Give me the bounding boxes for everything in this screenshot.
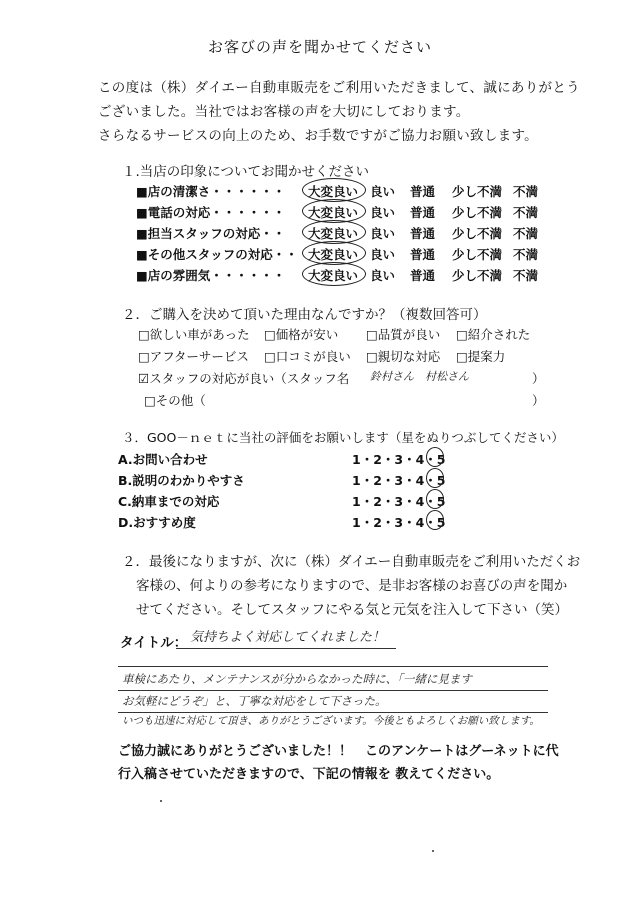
q1-option[interactable]: 普通: [410, 268, 436, 283]
q1-option[interactable]: 普通: [410, 205, 436, 220]
page-title: お客びの声を聞かせてください: [207, 38, 432, 56]
title-label: タイトル：: [120, 635, 188, 651]
q1-option[interactable]: 不満: [513, 226, 539, 241]
q1-option[interactable]: 良い: [370, 226, 396, 241]
q2-option-6[interactable]: □口コミが良い: [264, 349, 351, 364]
q1-option[interactable]: 少し不満: [452, 247, 503, 262]
q2-option-5[interactable]: □アフターサービス: [138, 349, 249, 364]
q2-staff-option[interactable]: ☑スタッフの対応が良い（スタッフ名: [138, 371, 350, 386]
q1-heading: １.当店の印象についてお聞かせください: [122, 164, 370, 180]
title-value: 気持ちよく対応してくれました！: [190, 630, 386, 645]
q1-option[interactable]: 良い: [370, 247, 396, 262]
q3-item-label: B.説明のわかりやすさ: [118, 473, 245, 488]
q1-option[interactable]: 良い: [370, 205, 396, 220]
selection-circle: [426, 489, 444, 509]
q1-option[interactable]: 不満: [513, 184, 539, 199]
q3-item-label: A.お問い合わせ: [118, 452, 208, 467]
q2-staff-close: ）: [532, 371, 545, 386]
q1-option[interactable]: 普通: [410, 184, 436, 199]
comment-text-3: いつも迅速に対応して頂き、ありがとうございます。今後ともよろしくお願い致します。: [122, 715, 540, 727]
selection-circle: [426, 510, 444, 530]
q1-row-label: ■店の清潔さ・・・・・・: [136, 184, 286, 199]
selection-circle: [426, 468, 444, 488]
q1-row-label: ■店の雰囲気・・・・・・: [136, 268, 286, 283]
scan-speck: [160, 800, 162, 802]
q1-row-label: ■電話の対応・・・・・・: [136, 205, 286, 220]
intro-line-2: ございました。当社ではお客様の声を大切にしております。: [98, 104, 470, 120]
q1-row-label: ■担当スタッフの対応・・: [136, 226, 286, 241]
q3-item-scale[interactable]: 1・2・3・4・5: [352, 494, 446, 509]
q1-option[interactable]: 大変良い: [308, 184, 359, 199]
q1-option[interactable]: 少し不満: [452, 205, 503, 220]
q2-option-3[interactable]: □品質が良い: [366, 327, 441, 342]
q4-line-3: せてください。そしてスタッフにやる気と元気を注入して下さい（笑）: [136, 602, 568, 618]
closing-line-2: 行入稿させていただきますので、下記の情報を 教えてください。: [118, 767, 500, 782]
q1-option[interactable]: 良い: [370, 268, 396, 283]
selection-circle: [426, 447, 444, 467]
q1-option[interactable]: 大変良い: [308, 205, 359, 220]
q1-option[interactable]: 大変良い: [308, 226, 359, 241]
q2-option-8[interactable]: □提案力: [456, 349, 506, 364]
q1-row-label: ■その他スタッフの対応・・: [136, 247, 298, 262]
intro-line-3: さらなるサービスの向上のため、お手数ですがご協力お願い致します。: [98, 128, 538, 144]
closing-line-1: ご協力誠にありがとうございました！！ このアンケートはグーネットに代: [118, 744, 559, 759]
q2-option-1[interactable]: □欲しい車があった: [138, 327, 250, 342]
comment-line-1: [118, 666, 548, 667]
q1-option[interactable]: 少し不満: [452, 226, 503, 241]
q1-option[interactable]: 大変良い: [308, 268, 359, 283]
q1-option[interactable]: 不満: [513, 205, 539, 220]
q1-option[interactable]: 良い: [370, 184, 396, 199]
comment-text-2: お気軽にどうぞ」と、丁寧な対応をして下さった。: [122, 694, 387, 708]
intro-line-1: この度は（株）ダイエー自動車販売をご利用いただきまして、誠にありがとう: [98, 80, 580, 96]
comment-text-1: 車検にあたり、メンテナンスが分からなかった時に、「一緒に見ます: [122, 672, 472, 686]
q1-option[interactable]: 少し不満: [452, 268, 503, 283]
q1-option[interactable]: 普通: [410, 247, 436, 262]
q4-line-2: 客様の、何よりの参考になりますので、是非お客様のお喜びの声を聞か: [136, 578, 568, 594]
q3-item-scale[interactable]: 1・2・3・4・5: [352, 515, 446, 530]
q3-item-scale[interactable]: 1・2・3・4・5: [352, 473, 446, 488]
q3-item-scale[interactable]: 1・2・3・4・5: [352, 452, 446, 467]
q2-staff-names: 鈴村さん 村松さん: [370, 370, 469, 383]
q1-option[interactable]: 不満: [513, 268, 539, 283]
scan-speck: [432, 850, 434, 852]
q1-option[interactable]: 不満: [513, 247, 539, 262]
q4-line-1: ２．最後になりますが、次に（株）ダイエー自動車販売をご利用いただくお: [122, 554, 581, 570]
q1-option[interactable]: 少し不満: [452, 184, 503, 199]
comment-line-2: [118, 690, 548, 691]
q1-option[interactable]: 大変良い: [308, 247, 359, 262]
q2-option-4[interactable]: □紹介された: [456, 327, 531, 342]
q2-other-option[interactable]: □その他（: [144, 393, 206, 408]
q2-option-7[interactable]: □親切な対応: [366, 349, 441, 364]
q3-item-label: D.おすすめ度: [118, 515, 196, 530]
q1-option[interactable]: 普通: [410, 226, 436, 241]
q3-heading: ３．GOO－ｎｅｔに当社の評価をお願いします（星をぬりつぶしてください）: [122, 430, 564, 445]
q2-heading: ２．ご購入を決めて頂いた理由なんですか？（複数回答可）: [122, 307, 487, 323]
q2-other-close: ）: [532, 393, 545, 408]
title-underline: [176, 648, 396, 649]
q2-option-2[interactable]: □価格が安い: [264, 327, 339, 342]
q3-item-label: C.納車までの対応: [118, 494, 220, 509]
